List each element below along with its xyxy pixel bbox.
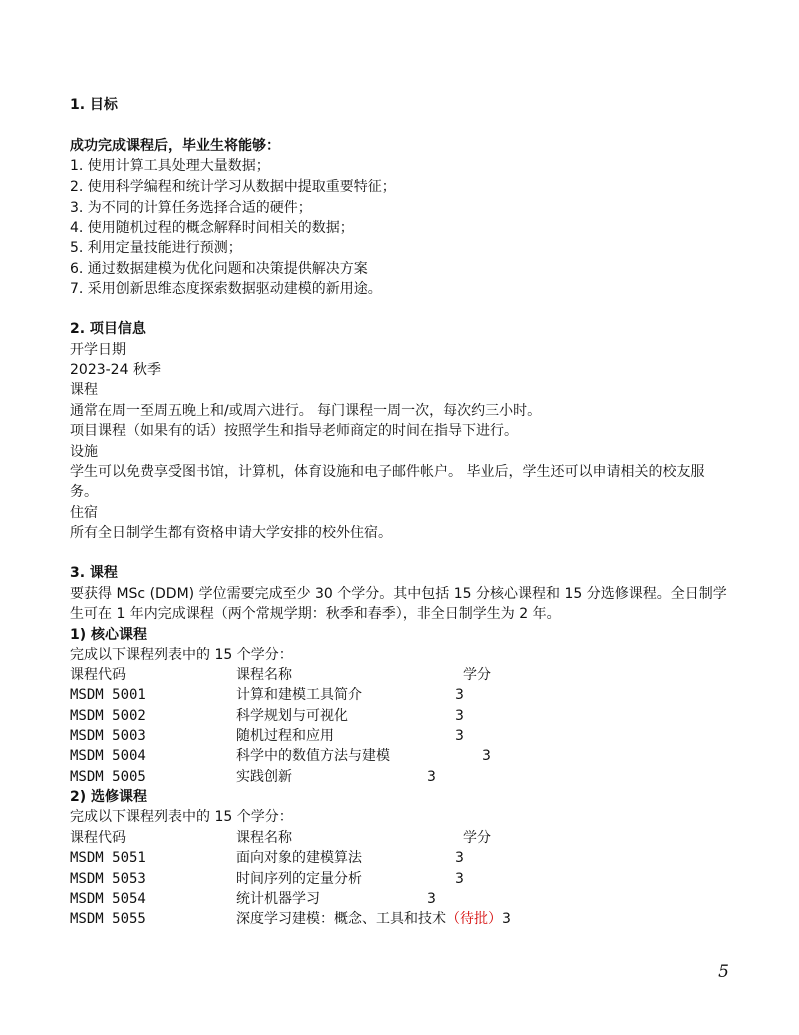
course-code: MSDM 5002 bbox=[70, 708, 146, 724]
course-credit: 3 bbox=[455, 687, 464, 703]
course-name: 计算和建模工具简介 bbox=[236, 687, 362, 703]
course-code: MSDM 5001 bbox=[70, 687, 146, 703]
table-row bbox=[70, 685, 730, 705]
elective-heading: 2) 选修课程 bbox=[70, 789, 148, 805]
course-code: MSDM 5051 bbox=[70, 850, 146, 866]
goal-item: 2. 使用科学编程和统计学习从数据中提取重要特征； bbox=[70, 179, 396, 195]
course-name: 面向对象的建模算法 bbox=[236, 850, 362, 866]
course-credit: 3 bbox=[427, 891, 436, 907]
goals-intro: 成功完成课程后，毕业生将能够： bbox=[70, 138, 280, 154]
course-name: 随机过程和应用 bbox=[236, 728, 334, 744]
table-row bbox=[70, 726, 730, 746]
table-row bbox=[70, 848, 730, 868]
core-instruction: 完成以下课程列表中的 15 个学分： bbox=[70, 647, 293, 663]
goal-item: 3. 为不同的计算任务选择合适的硬件； bbox=[70, 200, 312, 216]
course-code: MSDM 5055 bbox=[70, 911, 146, 927]
course-code: MSDM 5004 bbox=[70, 748, 146, 764]
table-row bbox=[70, 767, 730, 787]
col-credit-header: 学分 bbox=[463, 830, 491, 846]
facility-label: 设施 bbox=[70, 444, 98, 460]
course-credit: 3 bbox=[455, 850, 464, 866]
goal-item: 4. 使用随机过程的概念解释时间相关的数据； bbox=[70, 220, 354, 236]
curriculum-heading: 3. 课程 bbox=[70, 565, 118, 581]
elective-table-header bbox=[70, 828, 730, 848]
course-credit: 3 bbox=[502, 911, 511, 927]
col-code-header: 课程代码 bbox=[70, 830, 126, 846]
course-code: MSDM 5003 bbox=[70, 728, 146, 744]
course-text: 通常在周一至周五晚上和/或周六进行。 每门课程一周一次，每次约三小时。 bbox=[70, 403, 542, 419]
course-name: 实践创新 bbox=[236, 769, 292, 785]
facility-text: 学生可以免费享受图书馆，计算机，体育设施和电子邮件帐户。 毕业后，学生还可以申请相关的校友服务。 bbox=[70, 464, 705, 500]
curriculum-intro: 要获得 MSc (DDM) 学位需要完成至少 30 个学分。其中包括 15 分核心课程和 15 分选修课程。全日制学生可在 1 年内完成课程（两个常规学期：秋季和春季），非全日制学生为 2 年。 bbox=[70, 586, 727, 622]
core-table-header bbox=[70, 665, 730, 685]
course-name: 科学中的数值方法与建模 bbox=[236, 748, 390, 764]
course-credit: 3 bbox=[427, 769, 436, 785]
course-code: MSDM 5053 bbox=[70, 871, 146, 887]
table-row bbox=[70, 746, 730, 766]
course-code: MSDM 5005 bbox=[70, 769, 146, 785]
col-code-header: 课程代码 bbox=[70, 667, 126, 683]
course-name-with-status bbox=[236, 909, 511, 929]
start-date-value: 2023-24 秋季 bbox=[70, 362, 161, 378]
goal-item: 6. 通过数据建模为优化问题和决策提供解决方案 bbox=[70, 261, 368, 277]
table-row bbox=[70, 889, 730, 909]
course-credit: 3 bbox=[482, 748, 491, 764]
info-heading: 2. 项目信息 bbox=[70, 321, 146, 337]
page-number: 5 bbox=[718, 962, 729, 982]
table-row bbox=[70, 706, 730, 726]
elective-instruction: 完成以下课程列表中的 15 个学分： bbox=[70, 809, 293, 825]
course-credit: 3 bbox=[455, 708, 464, 724]
pending-status-badge: （待批） bbox=[446, 911, 502, 927]
course-name: 深度学习建模：概念、工具和技术 bbox=[236, 911, 446, 927]
project-course-text: 项目课程（如果有的话）按照学生和指导老师商定的时间在指导下进行。 bbox=[70, 423, 518, 439]
goal-item: 5. 利用定量技能进行预测； bbox=[70, 240, 242, 256]
course-name: 统计机器学习 bbox=[236, 891, 320, 907]
col-name-header: 课程名称 bbox=[236, 830, 292, 846]
core-heading: 1) 核心课程 bbox=[70, 627, 148, 643]
goal-item: 1. 使用计算工具处理大量数据； bbox=[70, 158, 270, 174]
course-label: 课程 bbox=[70, 382, 98, 398]
table-row bbox=[70, 909, 730, 929]
course-code: MSDM 5054 bbox=[70, 891, 146, 907]
goals-heading: 1. 目标 bbox=[70, 97, 118, 113]
col-name-header: 课程名称 bbox=[236, 667, 292, 683]
course-credit: 3 bbox=[455, 728, 464, 744]
housing-text: 所有全日制学生都有资格申请大学安排的校外住宿。 bbox=[70, 525, 392, 541]
start-date-label: 开学日期 bbox=[70, 342, 126, 358]
course-name: 科学规划与可视化 bbox=[236, 708, 348, 724]
col-credit-header: 学分 bbox=[463, 667, 491, 683]
housing-label: 住宿 bbox=[70, 505, 98, 521]
course-name: 时间序列的定量分析 bbox=[236, 871, 362, 887]
course-credit: 3 bbox=[455, 871, 464, 887]
goal-item: 7. 采用创新思维态度探索数据驱动建模的新用途。 bbox=[70, 281, 382, 297]
table-row bbox=[70, 869, 730, 889]
